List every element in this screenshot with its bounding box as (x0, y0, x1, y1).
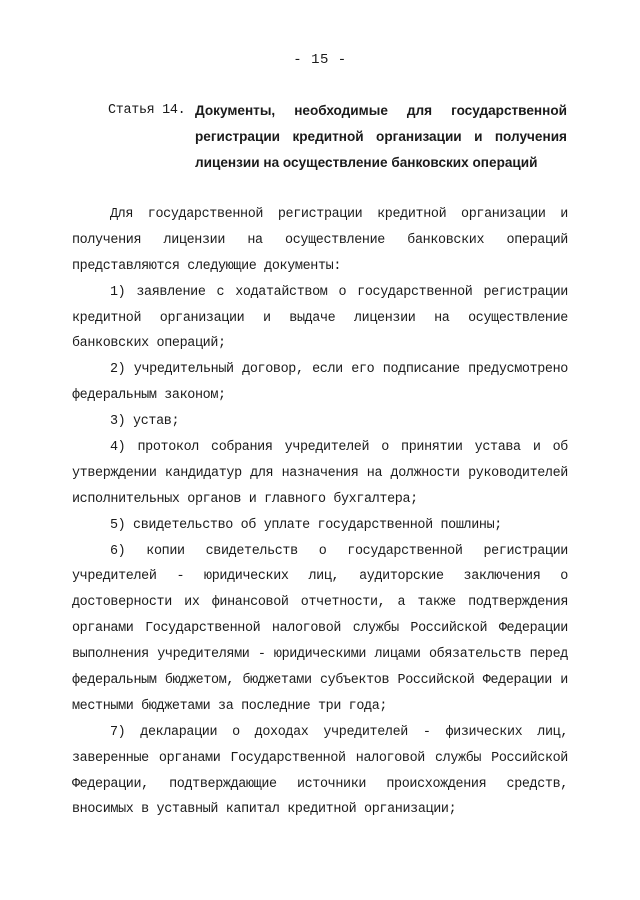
page-number: - 15 - (293, 52, 347, 68)
list-item-5 (72, 513, 568, 539)
text-line: федеральным бюджетом, бюджетами субъектов Российской Федерации и (72, 673, 568, 689)
text-line: исполнительных органов и главного бухгалтера; (72, 491, 418, 507)
article-title-line: регистрации кредитной организации и получения (195, 129, 567, 144)
text-line: 4) протокол собрания учредителей о принятии устава и об (110, 440, 568, 456)
text-line: утверждении кандидатур для назначения на должности руководителей (72, 465, 568, 481)
text-line: местными бюджетами за последние три года; (72, 698, 388, 714)
article-title (195, 98, 567, 176)
text-line: 5) свидетельство об уплате государственной пошлины; (110, 517, 502, 533)
text-line: 6) копии свидетельств о государственной регистрации (110, 543, 568, 559)
text-line: федеральным законом; (72, 388, 226, 404)
text-line: 2) учредительный договор, если его подписание предусмотрено (110, 362, 568, 378)
text-line: Федерации, подтверждающие источники происхождения средств, (72, 776, 568, 792)
list-item-6 (72, 539, 568, 720)
article-label: Статья 14. (108, 103, 186, 118)
list-item-7 (72, 720, 568, 824)
list-item-2 (72, 357, 568, 409)
text-line: вносимых в уставный капитал кредитной организации; (72, 802, 457, 818)
text-line: достоверности их финансовой отчетности, а также подтверждения (72, 595, 568, 611)
article-title-line: лицензии на осуществление банковских операций (195, 155, 538, 170)
article-title-line: Документы, необходимые для государственной (195, 103, 567, 118)
text-line: 7) декларации о доходах учредителей - физических лиц, (110, 724, 568, 740)
text-line: 1) заявление с ходатайством о государственной регистрации (110, 284, 568, 300)
text-line: представляются следующие документы: (72, 258, 341, 274)
text-line: Для государственной регистрации кредитной организации и (110, 207, 568, 222)
list-item-4 (72, 435, 568, 513)
text-line: кредитной организации и выдаче лицензии на осуществление (72, 310, 568, 326)
text-line: получения лицензии на осуществление банковских операций (72, 232, 568, 248)
text-line: учредителей - юридических лиц, аудиторские заключения о (72, 569, 568, 585)
text-line: 3) устав; (110, 414, 180, 430)
text-line: банковских операций; (72, 336, 226, 352)
text-line: заверенные органами Государственной налоговой службы Российской (72, 750, 568, 766)
list-item-3 (72, 409, 568, 435)
article-body (72, 202, 568, 823)
paragraph-intro (72, 202, 568, 280)
list-item-1 (72, 280, 568, 358)
text-line: выполнения учредителями - юридическими лицами обязательств перед (72, 647, 568, 663)
text-line: органами Государственной налоговой службы Российской Федерации (72, 621, 568, 637)
